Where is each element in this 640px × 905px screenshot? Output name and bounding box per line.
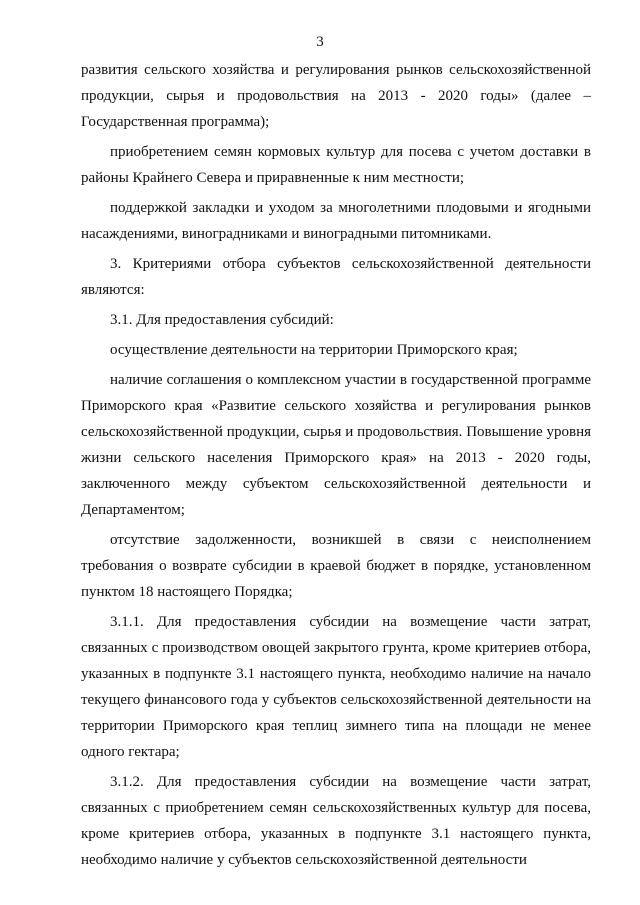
page-number: 3 xyxy=(316,34,324,50)
paragraph-perennial-plantings: поддержкой закладки и уходом за многолетними плодовыми и ягодными насаждениями, виноградниками и виноградными питомниками. xyxy=(81,200,591,242)
paragraph-section-3-1: 3.1. Для предоставления субсидий: xyxy=(110,312,334,328)
paragraph-program-continuation: развития сельского хозяйства и регулирования рынков сельскохозяйственной продукции, сырья и продовольствия на 2013 - 2020 годы» (далее – Государственная программа); xyxy=(81,62,591,130)
paragraph-agreement-criterion: наличие соглашения о комплексном участии в государственной программе Приморского края «Развитие сельского хозяйства и регулирования рынков сельскохозяйственной продукции, сырья и продовольствия. Повышение уровня жизни сельского населения Приморского края» на 2013 - 2020 годы, заключенного между субъектом сельскохозяйственной деятельности и Департаментом; xyxy=(81,372,591,518)
paragraph-no-debt-criterion: отсутствие задолженности, возникшей в связи с неисполнением требования о возврате субсидии в краевой бюджет в порядке, установленном пунктом 18 настоящего Порядка; xyxy=(81,532,591,600)
document-body xyxy=(81,57,591,877)
paragraph-section-3-1-2: 3.1.2. Для предоставления субсидии на возмещение части затрат, связанных с приобретением семян сельскохозяйственных культур для посева, кроме критериев отбора, указанных в подпункте 3.1 настоящего пункта, необходимо наличие у субъектов сельскохозяйственной деятельности xyxy=(81,774,591,868)
paragraph-section-3-1-1: 3.1.1. Для предоставления субсидии на возмещение части затрат, связанных с производством овощей закрытого грунта, кроме критериев отбора, указанных в подпункте 3.1 настоящего пункта, необходимо наличие на начало текущего финансового года у субъектов сельскохозяйственной деятельности на территории Приморского края теплиц зимнего типа на площади не менее одного гектара; xyxy=(81,614,591,760)
paragraph-section-3-heading: 3. Критериями отбора субъектов сельскохозяйственной деятельности являются: xyxy=(81,256,591,298)
paragraph-forage-seeds: приобретением семян кормовых культур для посева с учетом доставки в районы Крайнего Севера и приравненные к ним местности; xyxy=(81,144,591,186)
paragraph-territory-criterion: осуществление деятельности на территории Приморского края; xyxy=(110,342,518,358)
